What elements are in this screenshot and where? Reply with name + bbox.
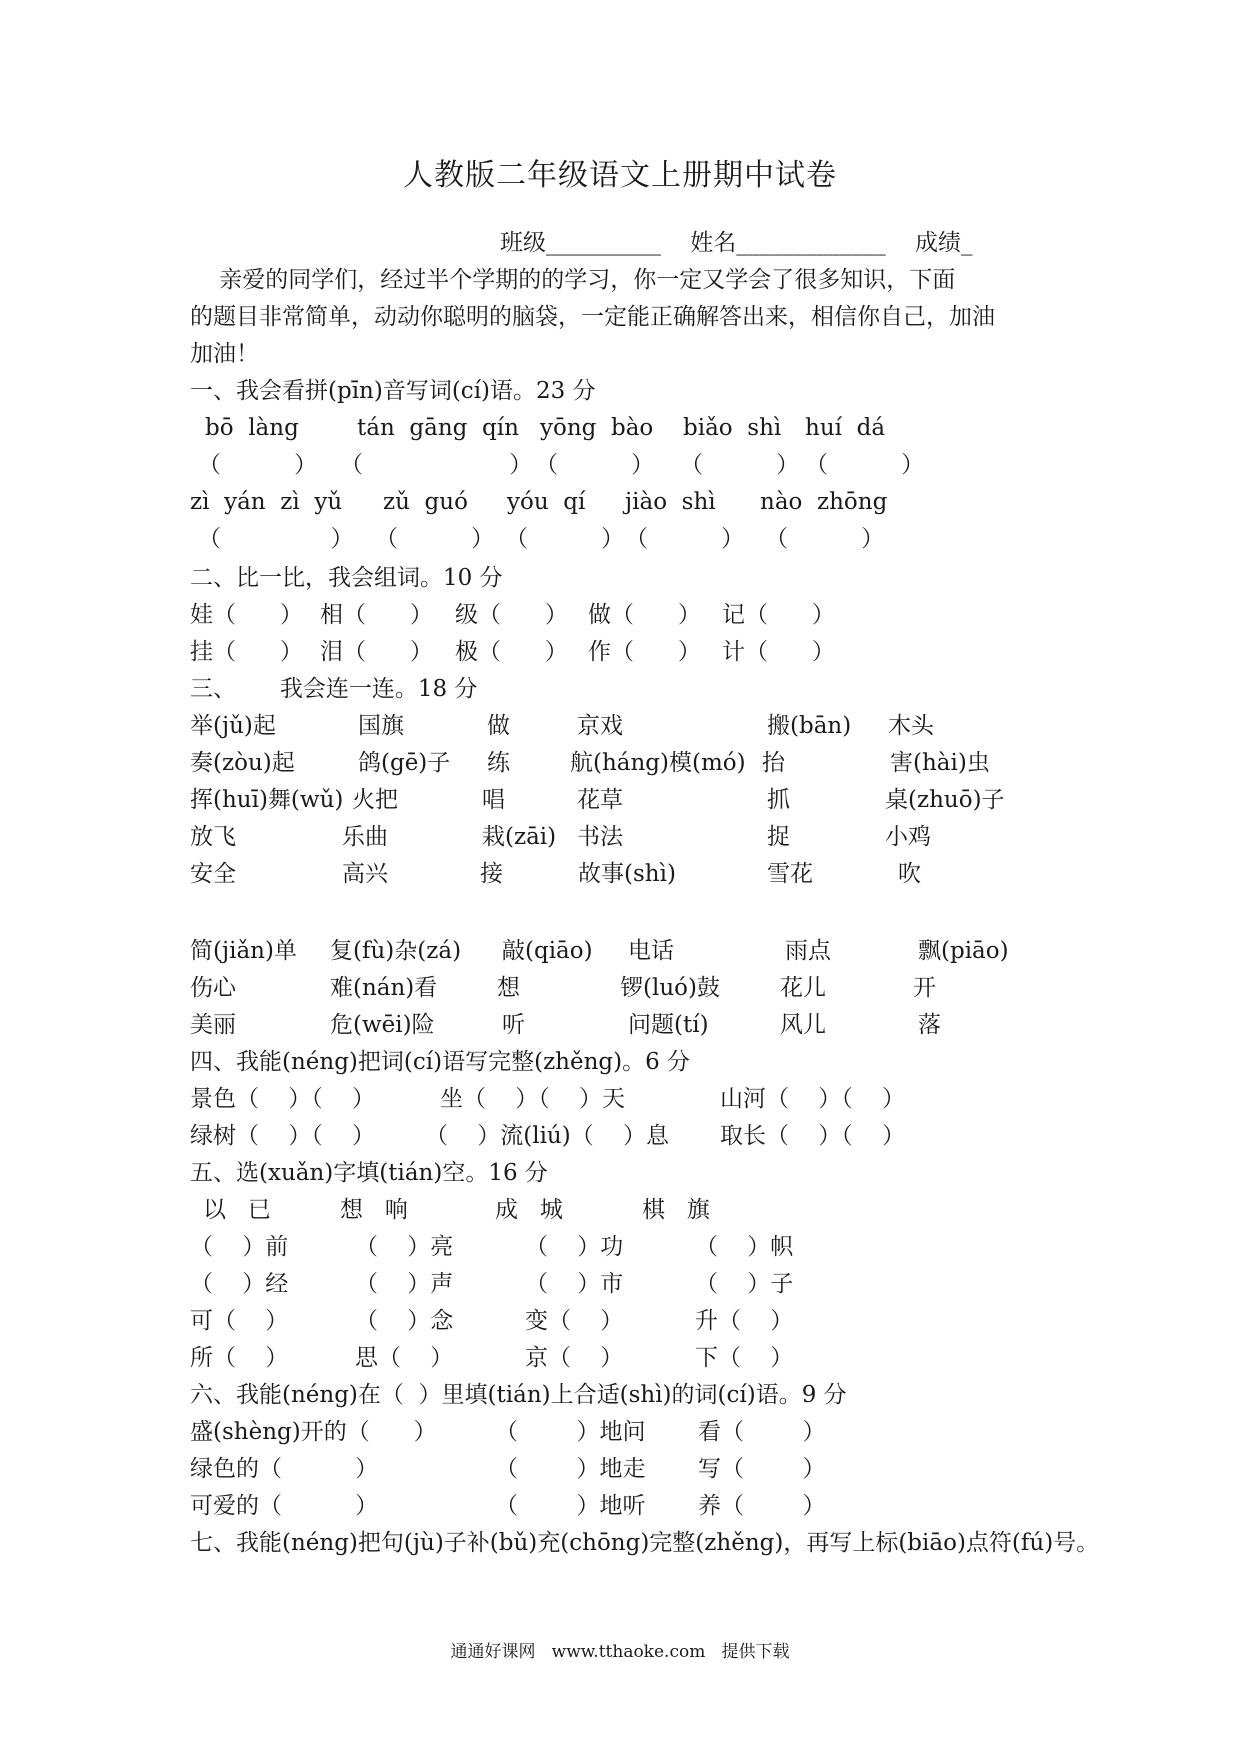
answer-blank[interactable]: （ ）: [535, 452, 655, 478]
word-blank[interactable]: 挂（ ）: [190, 639, 303, 665]
match-item[interactable]: 栽(zāi): [482, 824, 557, 850]
match-item[interactable]: 锣(luó)鼓: [620, 975, 720, 1001]
page-footer: 通通好课网 www.tthaoke.com 提供下载: [450, 1642, 790, 1662]
char-blank[interactable]: 所（ ）: [190, 1345, 289, 1371]
answer-blank[interactable]: （ ）: [375, 526, 495, 552]
section-4-row-1: [0, 1084, 1240, 1114]
answer-blank[interactable]: （ ）: [505, 526, 625, 552]
pinyin-item: tán gāng qín: [357, 415, 519, 441]
match-item[interactable]: 伤心: [190, 975, 236, 1001]
match-item[interactable]: 高兴: [342, 861, 388, 887]
section-3-heading: 三、 我会连一连。18 分: [190, 676, 478, 702]
char-blank[interactable]: （ ）声: [355, 1271, 454, 1297]
section-4-heading: 四、我能(néng)把词(cí)语写完整(zhěng)。6 分: [190, 1049, 691, 1075]
section-2-row-2: [0, 637, 1240, 667]
match-item[interactable]: 吹: [898, 861, 921, 887]
section-5-heading: 五、选(xuǎn)字填(tián)空。16 分: [190, 1160, 548, 1186]
answer-blank[interactable]: （ ）: [198, 452, 318, 478]
char-blank[interactable]: （ ）子: [695, 1271, 794, 1297]
char-blank[interactable]: （ ）市: [525, 1271, 624, 1297]
idiom-blank[interactable]: 山河（ ）（ ）: [720, 1086, 905, 1112]
phrase-blank[interactable]: 可爱的（ ）: [190, 1493, 379, 1519]
match-item[interactable]: 接: [480, 861, 503, 887]
answer-blank[interactable]: （ ）: [625, 526, 745, 552]
phrase-blank[interactable]: 绿色的（ ）: [190, 1456, 379, 1482]
phrase-blank[interactable]: 写（ ）: [698, 1456, 826, 1482]
section-7-heading: 七、我能(néng)把句(jù)子补(bǔ)充(chōng)完整(zhěng)，再写上标(biāo)点符(fú)号。: [190, 1530, 1100, 1556]
word-blank[interactable]: 极（ ）: [455, 639, 568, 665]
phrase-blank[interactable]: 看（ ）: [698, 1419, 826, 1445]
match-item[interactable]: 书法: [577, 824, 623, 850]
word-blank[interactable]: 相（ ）: [320, 602, 433, 628]
idiom-blank[interactable]: （ ）流(liú)（ ）息: [425, 1123, 669, 1149]
match-item[interactable]: 想: [497, 975, 520, 1001]
match-item[interactable]: 做: [487, 713, 510, 739]
match-item[interactable]: 美丽: [190, 1012, 236, 1038]
match-item[interactable]: 练: [487, 750, 510, 776]
student-info-line: 班级__________ 姓名_____________ 成绩_: [500, 230, 973, 256]
match-item[interactable]: 危(wēi)险: [330, 1012, 435, 1038]
idiom-blank[interactable]: 取长（ ）（ ）: [720, 1123, 905, 1149]
match-item[interactable]: 敲(qiāo): [502, 938, 593, 964]
match-row: [0, 711, 1240, 741]
section-2-row-1: [0, 600, 1240, 630]
answer-blank[interactable]: （ ）: [198, 526, 354, 552]
intro-line-1: 亲爱的同学们，经过半个学期的的学习，你一定又学会了很多知识，下面: [190, 267, 956, 293]
match-item[interactable]: 飘(piāo): [918, 938, 1009, 964]
pinyin-item: yōng bào: [540, 415, 654, 441]
match-item[interactable]: 故事(shì): [578, 861, 676, 887]
match-row: [0, 822, 1240, 852]
match-item[interactable]: 听: [502, 1012, 525, 1038]
section-1-heading: 一、我会看拼(pīn)音写词(cí)语。23 分: [190, 378, 596, 404]
pinyin-item: zì yán zì yǔ: [190, 489, 343, 515]
char-pair: 想 响: [340, 1197, 408, 1223]
match-item[interactable]: 火把: [352, 787, 398, 813]
section-6-heading: 六、我能(néng)在（ ）里填(tián)上合适(shì)的词(cí)语。9 分: [190, 1382, 847, 1408]
word-blank[interactable]: 级（ ）: [455, 602, 568, 628]
char-blank[interactable]: （ ）亮: [355, 1234, 454, 1260]
char-blank[interactable]: 京（ ）: [525, 1345, 624, 1371]
char-blank[interactable]: 变（ ）: [525, 1308, 624, 1334]
section-6-row: [0, 1491, 1240, 1521]
pinyin-item: huí dá: [805, 415, 886, 441]
match-item[interactable]: 小鸡: [885, 824, 931, 850]
answer-blank[interactable]: （ ）: [680, 452, 800, 478]
section-1-pinyin-row-2: [0, 487, 1240, 517]
match-item[interactable]: 国旗: [358, 713, 404, 739]
match-item[interactable]: 花儿: [780, 975, 826, 1001]
char-blank[interactable]: （ ）帜: [695, 1234, 794, 1260]
match-row: [0, 936, 1240, 966]
pinyin-item: jiào shì: [625, 489, 716, 515]
idiom-blank[interactable]: 绿树（ ）（ ）: [190, 1123, 375, 1149]
match-row: [0, 1010, 1240, 1040]
intro-line-2: 的题目非常简单，动动你聪明的脑袋，一定能正确解答出来，相信你自己，加油: [190, 304, 995, 330]
match-row: [0, 973, 1240, 1003]
match-row: [0, 785, 1240, 815]
pinyin-item: biǎo shì: [683, 415, 782, 441]
match-item[interactable]: 鸽(gē)子: [358, 750, 451, 776]
match-item[interactable]: 航(háng)模(mó): [570, 750, 746, 776]
match-item[interactable]: 抬: [762, 750, 785, 776]
char-blank[interactable]: 升（ ）: [695, 1308, 794, 1334]
section-1-blank-row-2: [0, 524, 1240, 554]
section-2-heading: 二、比一比，我会组词。10 分: [190, 565, 503, 591]
match-item[interactable]: 举(jǔ)起: [190, 713, 276, 739]
word-blank[interactable]: 做（ ）: [588, 602, 701, 628]
word-blank[interactable]: 泪（ ）: [320, 639, 433, 665]
char-blank[interactable]: 可（ ）: [190, 1308, 289, 1334]
section-6-row: [0, 1417, 1240, 1447]
section-5-row: [0, 1343, 1240, 1373]
word-blank[interactable]: 计（ ）: [722, 639, 835, 665]
phrase-blank[interactable]: （ ）地问: [495, 1419, 646, 1445]
match-item[interactable]: 奏(zòu)起: [190, 750, 295, 776]
page-title: 人教版二年级语文上册期中试卷: [403, 158, 837, 193]
section-1-pinyin-row-1: [0, 413, 1240, 443]
match-item[interactable]: 京戏: [577, 713, 623, 739]
section-5-char-options: [0, 1195, 1240, 1225]
pinyin-item: nào zhōng: [760, 489, 888, 515]
word-blank[interactable]: 记（ ）: [722, 602, 835, 628]
match-item[interactable]: 放飞: [190, 824, 236, 850]
idiom-blank[interactable]: 景色（ ）（ ）: [190, 1086, 375, 1112]
answer-blank[interactable]: （ ）: [765, 526, 885, 552]
phrase-blank[interactable]: 养（ ）: [698, 1493, 826, 1519]
match-item[interactable]: 花草: [577, 787, 623, 813]
word-blank[interactable]: 作（ ）: [588, 639, 701, 665]
section-4-row-2: [0, 1121, 1240, 1151]
phrase-blank[interactable]: （ ）地走: [495, 1456, 646, 1482]
char-pair: 以 已: [203, 1197, 271, 1223]
pinyin-item: bō làng: [205, 415, 299, 441]
char-pair: 成 城: [495, 1197, 563, 1223]
match-item[interactable]: 风儿: [780, 1012, 826, 1038]
match-item[interactable]: 雨点: [785, 938, 831, 964]
match-item[interactable]: 雪花: [767, 861, 813, 887]
word-blank[interactable]: 娃（ ）: [190, 602, 303, 628]
char-blank[interactable]: 下（ ）: [695, 1345, 794, 1371]
match-item[interactable]: 捉: [767, 824, 790, 850]
phrase-blank[interactable]: （ ）地听: [495, 1493, 646, 1519]
section-6-row: [0, 1454, 1240, 1484]
section-5-row: [0, 1306, 1240, 1336]
char-blank[interactable]: （ ）功: [525, 1234, 624, 1260]
match-item[interactable]: 落: [918, 1012, 941, 1038]
phrase-blank[interactable]: 盛(shèng)开的（ ）: [190, 1419, 437, 1445]
match-item[interactable]: 搬(bān): [767, 713, 852, 739]
section-5-row: [0, 1269, 1240, 1299]
match-row: [0, 748, 1240, 778]
answer-blank[interactable]: （ ）: [340, 452, 533, 478]
match-item[interactable]: 害(hài)虫: [890, 750, 990, 776]
match-item[interactable]: 唱: [482, 787, 505, 813]
idiom-blank[interactable]: 坐（ ）（ ）天: [440, 1086, 625, 1112]
match-item[interactable]: 电话: [628, 938, 674, 964]
match-item[interactable]: 问题(tí): [628, 1012, 709, 1038]
match-item[interactable]: 开: [913, 975, 936, 1001]
match-item[interactable]: 桌(zhuō)子: [885, 787, 1005, 813]
char-blank[interactable]: （ ）前: [190, 1234, 289, 1260]
match-item[interactable]: 难(nán)看: [330, 975, 438, 1001]
match-item[interactable]: 木头: [888, 713, 934, 739]
intro-line-3: 加油！: [190, 341, 259, 367]
char-blank[interactable]: （ ）念: [355, 1308, 454, 1334]
pinyin-item: zǔ guó: [383, 489, 468, 515]
match-item[interactable]: 简(jiǎn)单: [190, 938, 297, 964]
match-item[interactable]: 乐曲: [342, 824, 388, 850]
match-item[interactable]: 复(fù)杂(zá): [330, 938, 462, 964]
answer-blank[interactable]: （ ）: [805, 452, 925, 478]
section-5-row: [0, 1232, 1240, 1262]
match-row: [0, 859, 1240, 889]
char-blank[interactable]: （ ）经: [190, 1271, 289, 1297]
match-item[interactable]: 安全: [190, 861, 236, 887]
char-blank[interactable]: 思（ ）: [355, 1345, 454, 1371]
section-1-blank-row-1: [0, 450, 1240, 480]
match-item[interactable]: 抓: [767, 787, 790, 813]
char-pair: 棋 旗: [642, 1197, 710, 1223]
pinyin-item: yóu qí: [507, 489, 586, 515]
match-item[interactable]: 挥(huī)舞(wǔ): [190, 787, 344, 813]
